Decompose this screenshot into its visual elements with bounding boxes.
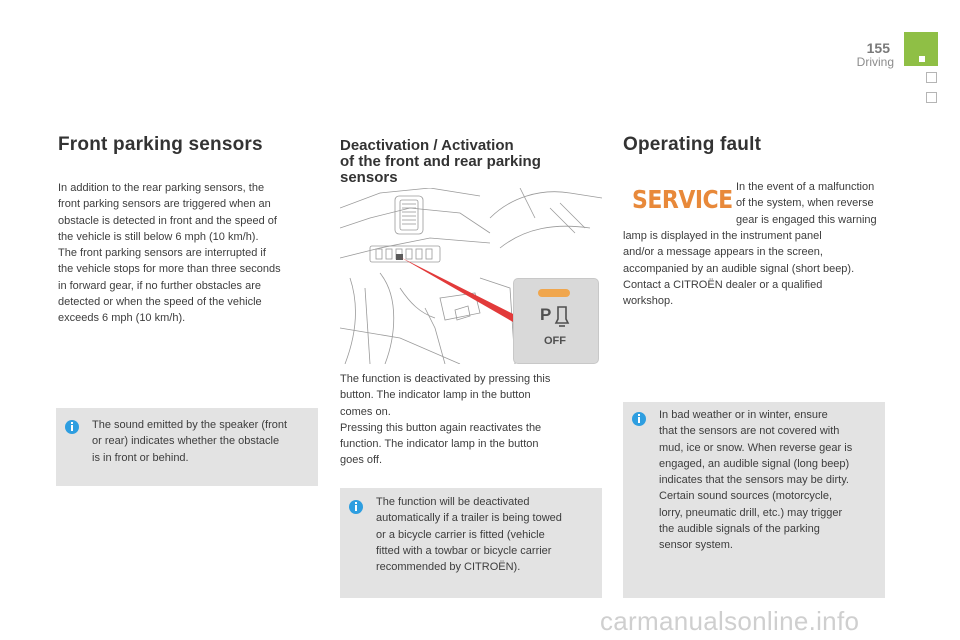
switch-highlight xyxy=(396,254,403,260)
text-line: The function will be deactivated xyxy=(376,496,530,508)
button-label-off: OFF xyxy=(544,335,566,347)
text-line: In addition to the rear parking sensors, the xyxy=(58,182,265,194)
text-line: button. The indicator lamp in the button xyxy=(340,389,531,402)
text-line: or rear) indicates whether the obstacle xyxy=(92,435,280,448)
text-line: automatically if a trailer is being towed xyxy=(376,512,562,525)
text-line: fitted with a towbar or bicycle carrier xyxy=(376,544,552,557)
text-line: In the event of a malfunction xyxy=(736,181,875,193)
watermark: carmanualsonline.info xyxy=(600,606,860,636)
button-label-p: P xyxy=(540,305,552,324)
section-name: Driving xyxy=(856,55,894,69)
service-warning-icon: SERVICE xyxy=(632,186,733,215)
page-number: 155 xyxy=(866,40,890,56)
text-line: recommended by CITROËN). xyxy=(376,561,521,574)
note-box-weather xyxy=(623,402,885,598)
text-line: and/or a message appears in the screen, xyxy=(623,246,823,259)
text-line: lamp is displayed in the instrument panel xyxy=(623,230,822,242)
info-icon xyxy=(65,420,79,434)
text-line: exceeds 6 mph (10 km/h). xyxy=(58,312,186,325)
note-box-speaker xyxy=(56,408,318,486)
text-line: The sound emitted by the speaker (front xyxy=(92,419,288,431)
operating-fault-text-beside xyxy=(736,179,886,228)
note-text xyxy=(376,494,598,575)
text-line: comes on. xyxy=(340,405,391,418)
text-line: Pressing this button again reactivates the xyxy=(340,421,542,434)
operating-fault-text xyxy=(623,228,888,309)
text-line: function. The indicator lamp in the button xyxy=(340,438,539,451)
text-line: The front parking sensors are interrupted if xyxy=(58,247,266,260)
text-line: indicates that the sensors may be dirty. xyxy=(659,474,849,487)
note-text xyxy=(659,407,881,554)
dashboard-illustration xyxy=(340,188,602,364)
text-line: of the system, when reverse xyxy=(736,197,874,210)
operating-fault-title: Operating fault xyxy=(623,134,762,155)
text-line: the audible signals of the parking xyxy=(659,523,820,536)
text-line: workshop. xyxy=(623,295,674,308)
text-line: Certain sound sources (motorcycle, xyxy=(659,490,833,503)
title-line: Deactivation / Activation xyxy=(340,137,514,154)
text-line: or a bicycle carrier is fitted (vehicle xyxy=(376,528,545,541)
chapter-tab xyxy=(926,72,937,83)
title-line: of the front and rear parking xyxy=(340,153,541,170)
text-line: the vehicle stops for more than three seconds xyxy=(58,263,281,276)
chapter-tab-active xyxy=(904,32,938,66)
pointer-line xyxy=(400,257,525,326)
text-line: accompanied by an audible signal (short beep). xyxy=(623,262,855,275)
note-box-trailer xyxy=(340,488,602,598)
text-line: goes off. xyxy=(340,454,382,467)
sensor-waves-icon xyxy=(554,305,572,329)
text-line: mud, ice or snow. When reverse gear is xyxy=(659,441,853,454)
text-line: sensor system. xyxy=(659,539,733,552)
text-line: front parking sensors are triggered when an xyxy=(58,198,271,211)
text-line: detected or when the speed of the vehicle xyxy=(58,296,262,309)
text-line: Contact a CITROËN dealer or a qualified xyxy=(623,278,823,291)
text-line: engaged, an audible signal (long beep) xyxy=(659,457,850,470)
text-line: In bad weather or in winter, ensure xyxy=(659,409,828,421)
text-line: that the sensors are not covered with xyxy=(659,425,840,438)
text-line: gear is engaged this warning xyxy=(736,213,877,226)
front-parking-sensors-title: Front parking sensors xyxy=(58,134,263,155)
text-line: in forward gear, if no further obstacles are xyxy=(58,279,261,292)
note-text xyxy=(92,417,314,466)
text-line: The function is deactivated by pressing this xyxy=(340,373,551,385)
title-line: sensors xyxy=(340,169,398,186)
text-line: obstacle is detected in front and the speed of xyxy=(58,214,277,227)
front-parking-sensors-text xyxy=(58,180,323,327)
text-line: the vehicle is still below 6 mph (10 km/h). xyxy=(58,230,259,243)
indicator-lamp xyxy=(538,289,570,297)
info-icon xyxy=(632,412,646,426)
parking-sensor-button xyxy=(514,279,598,363)
deactivation-text xyxy=(340,371,602,469)
chapter-tab xyxy=(926,92,937,103)
text-line: lorry, pneumatic drill, etc.) may trigger xyxy=(659,506,843,519)
deactivation-title xyxy=(340,138,600,186)
info-icon xyxy=(349,500,363,514)
text-line: is in front or behind. xyxy=(92,451,189,464)
